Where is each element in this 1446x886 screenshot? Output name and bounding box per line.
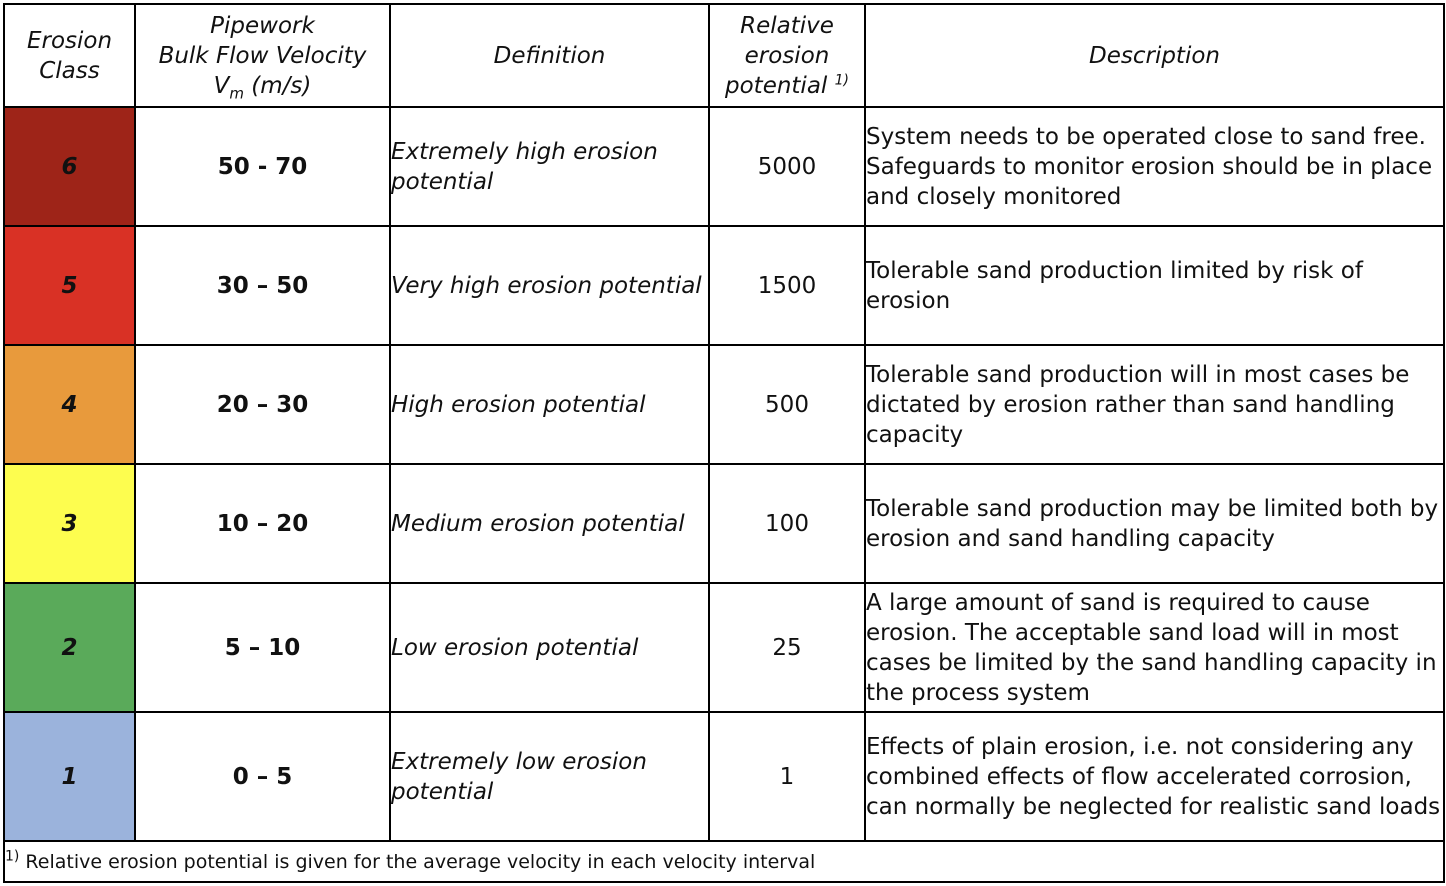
- definition-cell: Very high erosion potential: [390, 226, 709, 345]
- erosion-class-cell: 2: [4, 583, 135, 712]
- velocity-cell: 50 - 70: [135, 107, 390, 226]
- header-velocity-line2: Bulk Flow Velocity: [158, 42, 367, 69]
- velocity-cell: 20 – 30: [135, 345, 390, 464]
- header-velocity-unit: (m/s): [243, 72, 312, 99]
- table-row: [4, 226, 1444, 345]
- header-relative-line3: potential: [725, 72, 835, 99]
- erosion-class-cell: 6: [4, 107, 135, 226]
- definition-cell: Low erosion potential: [390, 583, 709, 712]
- header-relative-line1: Relative: [740, 12, 834, 39]
- header-velocity-subscript: m: [229, 84, 244, 103]
- relative-erosion-cell: 1: [709, 712, 865, 841]
- header-velocity-symbol: V: [213, 72, 230, 99]
- header-relative-line2: erosion: [744, 42, 830, 69]
- erosion-class-cell: 1: [4, 712, 135, 841]
- velocity-cell: 10 – 20: [135, 464, 390, 583]
- definition-cell: Medium erosion potential: [390, 464, 709, 583]
- description-cell: A large amount of sand is required to cause erosion. The acceptable sand load will in most cases be limited by the sand handling capacity in the process system: [865, 583, 1444, 712]
- relative-erosion-cell: 1500: [709, 226, 865, 345]
- description-cell: Tolerable sand production will in most cases be dictated by erosion rather than sand handling capacity: [865, 345, 1444, 464]
- footnote-text: Relative erosion potential is given for the average velocity in each velocity interval: [19, 850, 816, 873]
- relative-erosion-cell: 500: [709, 345, 865, 464]
- table-row: [4, 345, 1444, 464]
- footnote: [4, 841, 1444, 882]
- relative-erosion-cell: 100: [709, 464, 865, 583]
- table-row: [4, 583, 1444, 712]
- relative-erosion-cell: 5000: [709, 107, 865, 226]
- erosion-class-table: [3, 3, 1445, 883]
- header-class-line2: Class: [39, 57, 100, 84]
- header-velocity-line1: Pipework: [210, 12, 315, 39]
- definition-cell: High erosion potential: [390, 345, 709, 464]
- description-cell: Effects of plain erosion, i.e. not considering any combined effects of flow accelerated corrosion, can normally be neglected for realistic sand loads: [865, 712, 1444, 841]
- header-relative-note: 1): [834, 71, 849, 88]
- velocity-cell: 5 – 10: [135, 583, 390, 712]
- header-definition: Definition: [390, 4, 709, 107]
- header-erosion-class: [4, 4, 135, 107]
- erosion-class-cell: 4: [4, 345, 135, 464]
- header-description: Description: [865, 4, 1444, 107]
- header-class-line1: Erosion: [26, 27, 113, 54]
- definition-cell: Extremely low erosion potential: [390, 712, 709, 841]
- table-row: [4, 464, 1444, 583]
- table-header-row: [4, 4, 1444, 107]
- header-relative-erosion: [709, 4, 865, 107]
- relative-erosion-cell: 25: [709, 583, 865, 712]
- description-cell: Tolerable sand production limited by risk of erosion: [865, 226, 1444, 345]
- footnote-row: [4, 841, 1444, 882]
- velocity-cell: 0 – 5: [135, 712, 390, 841]
- table-row: [4, 107, 1444, 226]
- description-cell: System needs to be operated close to sand free. Safeguards to monitor erosion should be in place and closely monitored: [865, 107, 1444, 226]
- definition-cell: Extremely high erosion potential: [390, 107, 709, 226]
- header-velocity: [135, 4, 390, 107]
- velocity-cell: 30 – 50: [135, 226, 390, 345]
- erosion-class-cell: 5: [4, 226, 135, 345]
- description-cell: Tolerable sand production may be limited both by erosion and sand handling capacity: [865, 464, 1444, 583]
- footnote-marker: 1): [5, 848, 20, 865]
- table-row: [4, 712, 1444, 841]
- erosion-class-cell: 3: [4, 464, 135, 583]
